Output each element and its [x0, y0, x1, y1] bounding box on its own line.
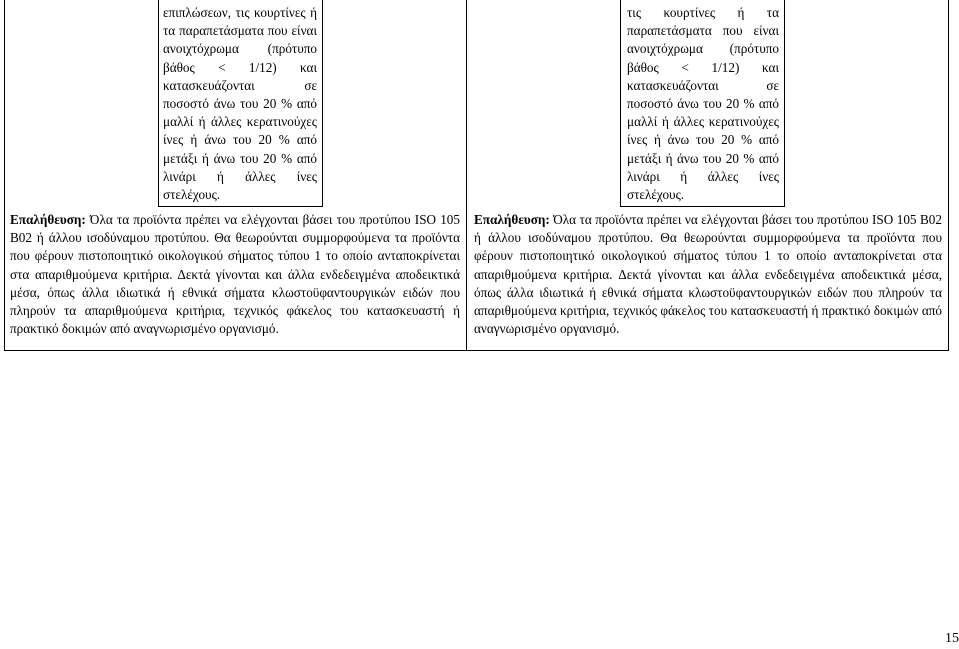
right-inner-cell-left-border: [620, 0, 621, 207]
right-verification-text: Όλα τα προϊόντα πρέπει να ελέγχονται βάσει του προτύπου ISO 105 B02 ή άλλου ισοδύναμου προτύπου. Θα θεωρούνται συμμορφούμενα τα προϊόντα που φέρουν πιστοποιητικό οικολογικού σήματος τύπου 1 το οποίο ανταποκρίνεται στα απαριθμούμενα κριτήρια. Δεκτά γίνονται και άλλα ενδεδειγμένα αποδεικτικά μέσα, όπως άλλα ιδιωτικά ή εθνικά σήματα κλωστοϋφαντουργικών ειδών που πληρούν τα απαριθμούμενα κριτήρια, τεχνικός φάκελος του κατασκευαστή ή πρακτικό δοκιμών από αναγνωρισμένο οργανισμό.: [474, 212, 942, 337]
right-continuation-cell: [627, 4, 779, 204]
column-divider: [466, 0, 467, 351]
left-verification-cell: [10, 211, 460, 338]
left-verification-label: Επαλήθευση:: [10, 212, 86, 227]
left-continuation-text: επιπλώσεων, τις κουρτίνες ή τα παραπετάσματα που είναι ανοιχτόχρωμα (πρότυπο βάθος < 1/12) και κατασκευάζονται σε ποσοστό άνω του 20 % από μαλλί ή άλλες κερατινούχες ίνες ή άνω του 20 % από μετάξι ή άνω του 20 % από λινάρι ή άλλες ίνες στελέχους.: [163, 5, 317, 203]
right-verification-paragraph: [474, 211, 942, 338]
right-continuation-text: τις κουρτίνες ή τα παραπετάσματα που είναι ανοιχτόχρωμα (πρότυπο βάθος < 1/12) και κατασκευάζονται σε ποσοστό άνω του 20 % από μαλλί ή άλλες κερατινούχες ίνες ή άνω του 20 % από μετάξι ή άνω του 20 % από λινάρι ή άλλες ίνες στελέχους.: [627, 5, 779, 203]
table-bottom-border: [4, 350, 949, 351]
page-number: 15: [945, 631, 959, 646]
right-inner-cell-bottom-border: [620, 206, 785, 207]
inner-cell-left-border: [158, 0, 159, 207]
table-left-border: [4, 0, 5, 351]
left-verification-paragraph: [10, 211, 460, 338]
table-right-border: [948, 0, 949, 351]
inner-cell-right-border: [322, 0, 323, 207]
left-inner-cell-bottom-border: [158, 206, 323, 207]
left-continuation-cell: [163, 4, 317, 204]
left-verification-text: Όλα τα προϊόντα πρέπει να ελέγχονται βάσει του προτύπου ISO 105 B02 ή άλλου ισοδύναμου προτύπου. Θα θεωρούνται συμμορφούμενα τα προϊόντα που φέρουν πιστοποιητικό οικολογικού σήματος τύπου 1 το οποίο ανταποκρίνεται στα απαριθμούμενα κριτήρια. Δεκτά γίνονται και άλλα ενδεδειγμένα αποδεικτικά μέσα, όπως άλλα ιδιωτικά ή εθνικά σήματα κλωστοϋφαντουργικών ειδών που πληρούν τα απαριθμούμενα κριτήρια, τεχνικός φάκελος του κατασκευαστή ή πρακτικό δοκιμών από αναγνωρισμένο οργανισμό.: [10, 212, 460, 337]
right-inner-cell-right-border: [784, 0, 785, 207]
right-verification-cell: [474, 211, 942, 338]
right-verification-label: Επαλήθευση:: [474, 212, 550, 227]
